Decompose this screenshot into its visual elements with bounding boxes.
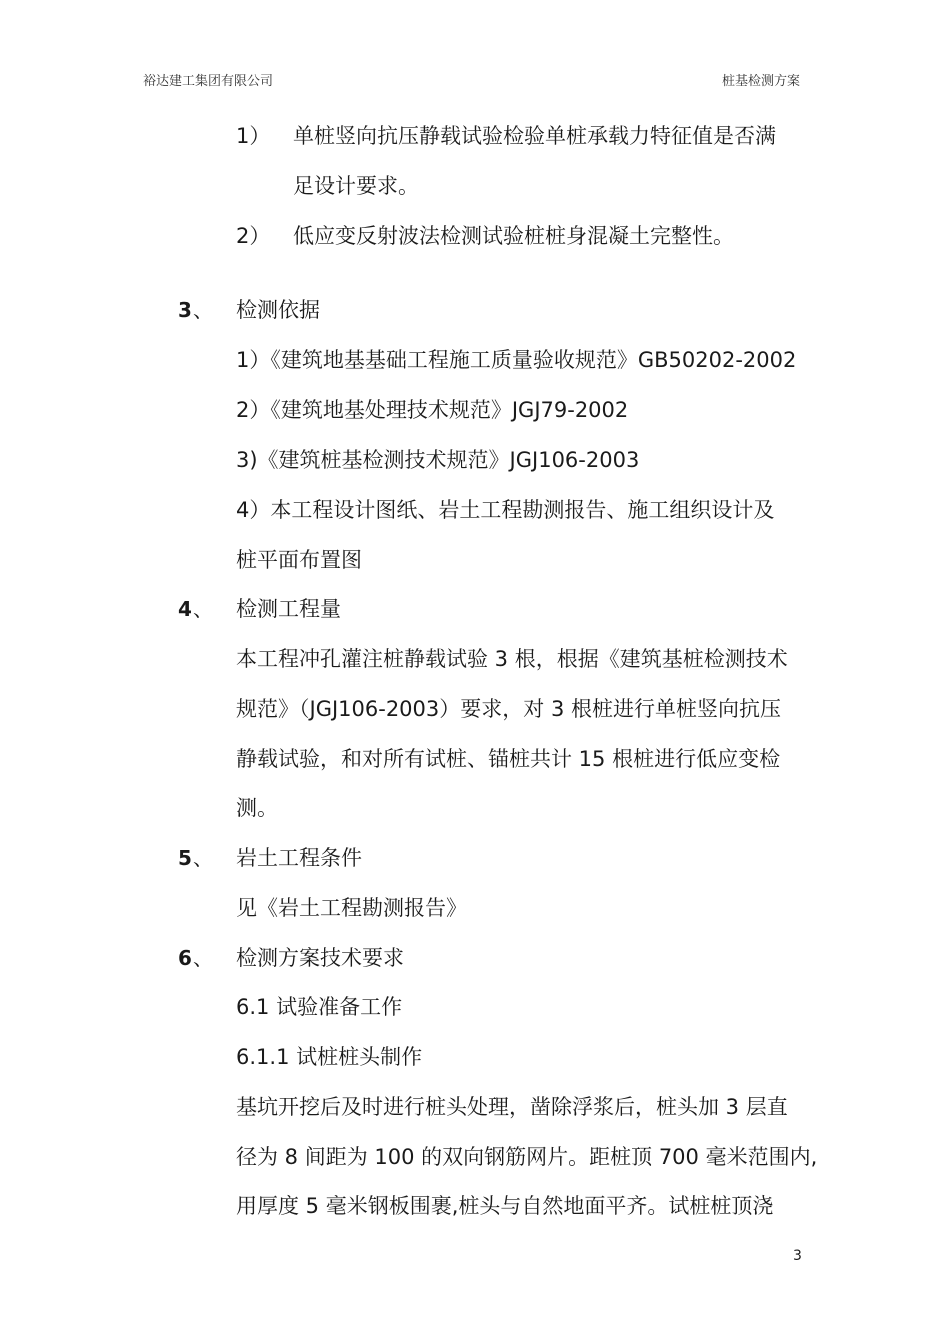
section-5-number: 5 <box>178 846 192 870</box>
quantity-line-4: 测。 <box>236 796 278 820</box>
quantity-line-3: 静载试验，和对所有试桩、锚桩共计 15 根桩进行低应变检 <box>236 747 781 771</box>
section-3-title: 检测依据 <box>236 298 320 322</box>
purpose-item-1-continuation: 足设计要求。 <box>293 174 419 198</box>
subsection-6-1: 6.1 试验准备工作 <box>236 995 403 1019</box>
basis-item-3: 3)《建筑桩基检测技术规范》JGJ106-2003 <box>236 448 640 472</box>
pile-head-line-2: 径为 8 间距为 100 的双向钢筋网片。距桩顶 700 毫米范围内, <box>236 1145 818 1169</box>
header-doc-title: 桩基检测方案 <box>721 74 800 89</box>
page-number: 3 <box>793 1248 802 1264</box>
pile-head-line-3: 用厚度 5 毫米钢板围裹,桩头与自然地面平齐。试桩桩顶浇 <box>236 1194 774 1218</box>
section-4-separator: 、 <box>193 597 213 621</box>
quantity-line-2: 规范》（JGJ106-2003）要求，对 3 根桩进行单桩竖向抗压 <box>236 697 781 721</box>
section-6-title: 检测方案技术要求 <box>236 946 404 970</box>
section-3-number: 3 <box>178 298 192 322</box>
section-5-separator: 、 <box>193 846 213 870</box>
basis-item-4: 4）本工程设计图纸、岩土工程勘测报告、施工组织设计及 <box>236 498 775 522</box>
subsection-6-1-1: 6.1.1 试桩桩头制作 <box>236 1045 423 1069</box>
purpose-item-1-marker: 1） <box>236 124 271 148</box>
section-5-title: 岩土工程条件 <box>236 846 362 870</box>
basis-item-4-continuation: 桩平面布置图 <box>236 548 362 572</box>
section-4-title: 检测工程量 <box>236 597 341 621</box>
purpose-item-1-text: 单桩竖向抗压静载试验检验单桩承载力特征值是否满 <box>293 124 776 148</box>
header-company: 裕达建工集团有限公司 <box>143 74 274 89</box>
purpose-item-2-marker: 2） <box>236 224 271 248</box>
section-6-separator: 、 <box>193 946 213 970</box>
basis-item-1: 1）《建筑地基基础工程施工质量验收规范》GB50202-2002 <box>236 348 797 372</box>
quantity-line-1: 本工程冲孔灌注桩静载试验 3 根，根据《建筑基桩检测技术 <box>236 647 788 671</box>
purpose-item-2-text: 低应变反射波法检测试验桩桩身混凝土完整性。 <box>293 224 734 248</box>
section-3-separator: 、 <box>193 298 213 322</box>
section-6-number: 6 <box>178 946 192 970</box>
geology-text: 见《岩土工程勘测报告》 <box>236 896 467 920</box>
section-4-number: 4 <box>178 597 192 621</box>
pile-head-line-1: 基坑开挖后及时进行桩头处理，凿除浮浆后，桩头加 3 层直 <box>236 1095 788 1119</box>
basis-item-2: 2）《建筑地基处理技术规范》JGJ79-2002 <box>236 398 629 422</box>
